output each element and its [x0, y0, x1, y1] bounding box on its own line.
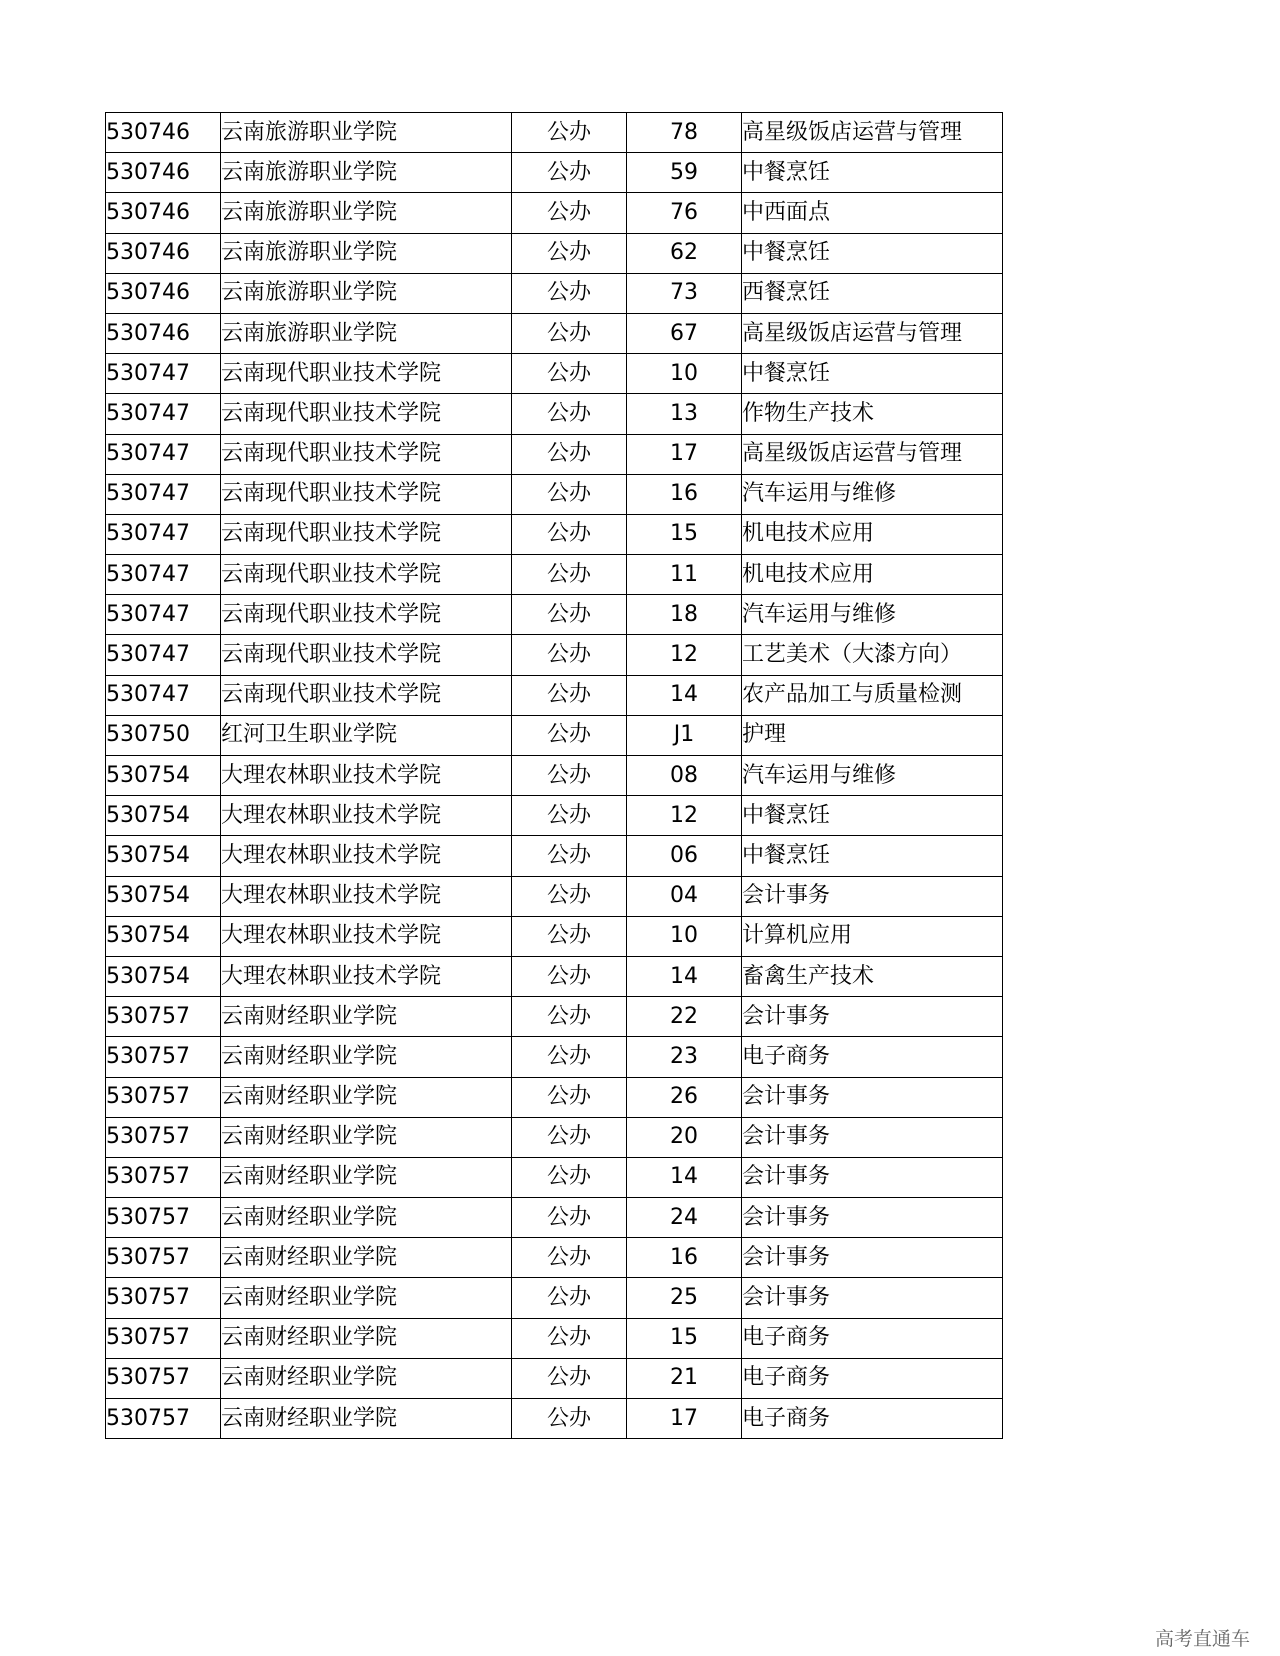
major-number-cell: 12	[627, 635, 742, 675]
major-name-cell: 护理	[742, 715, 1003, 755]
school-code-cell: 530746	[106, 313, 221, 353]
table-row	[106, 1278, 1003, 1318]
school-code-cell: 530747	[106, 474, 221, 514]
major-number-cell: 73	[627, 273, 742, 313]
school-name-cell: 云南现代职业技术学院	[221, 514, 512, 554]
school-name-cell: 红河卫生职业学院	[221, 715, 512, 755]
major-name-cell: 汽车运用与维修	[742, 756, 1003, 796]
major-number-cell: 10	[627, 354, 742, 394]
school-code-cell: 530757	[106, 1157, 221, 1197]
table-row	[106, 1037, 1003, 1077]
major-name-cell: 电子商务	[742, 1358, 1003, 1398]
school-type-cell: 公办	[512, 1157, 627, 1197]
major-number-cell: 04	[627, 876, 742, 916]
school-type-cell: 公办	[512, 273, 627, 313]
major-name-cell: 中餐烹饪	[742, 796, 1003, 836]
school-name-cell: 大理农林职业技术学院	[221, 796, 512, 836]
school-name-cell: 大理农林职业技术学院	[221, 756, 512, 796]
major-number-cell: 13	[627, 394, 742, 434]
major-number-cell: 24	[627, 1198, 742, 1238]
major-name-cell: 电子商务	[742, 1318, 1003, 1358]
major-name-cell: 计算机应用	[742, 916, 1003, 956]
major-name-cell: 汽车运用与维修	[742, 595, 1003, 635]
school-code-cell: 530754	[106, 796, 221, 836]
school-name-cell: 云南现代职业技术学院	[221, 394, 512, 434]
school-code-cell: 530747	[106, 555, 221, 595]
school-code-cell: 530757	[106, 1037, 221, 1077]
school-name-cell: 云南财经职业学院	[221, 997, 512, 1037]
major-number-cell: 76	[627, 193, 742, 233]
school-code-cell: 530747	[106, 434, 221, 474]
major-name-cell: 会计事务	[742, 1077, 1003, 1117]
school-name-cell: 大理农林职业技术学院	[221, 956, 512, 996]
major-name-cell: 机电技术应用	[742, 555, 1003, 595]
school-code-cell: 530757	[106, 1238, 221, 1278]
major-number-cell: 15	[627, 514, 742, 554]
school-name-cell: 云南旅游职业学院	[221, 313, 512, 353]
school-code-cell: 530754	[106, 836, 221, 876]
table-row	[106, 1399, 1003, 1439]
watermark-text: 高考直通车	[1154, 1628, 1250, 1650]
major-number-cell: 12	[627, 796, 742, 836]
school-code-cell: 530747	[106, 595, 221, 635]
school-type-cell: 公办	[512, 434, 627, 474]
table-row	[106, 876, 1003, 916]
school-code-cell: 530747	[106, 675, 221, 715]
school-code-cell: 530757	[106, 1358, 221, 1398]
major-name-cell: 工艺美术（大漆方向）	[742, 635, 1003, 675]
school-code-cell: 530746	[106, 193, 221, 233]
school-code-cell: 530747	[106, 354, 221, 394]
school-code-cell: 530754	[106, 916, 221, 956]
school-type-cell: 公办	[512, 1238, 627, 1278]
major-number-cell: 67	[627, 313, 742, 353]
table-row	[106, 1157, 1003, 1197]
school-name-cell: 云南财经职业学院	[221, 1318, 512, 1358]
table-row	[106, 1318, 1003, 1358]
major-name-cell: 中餐烹饪	[742, 354, 1003, 394]
school-type-cell: 公办	[512, 595, 627, 635]
school-name-cell: 云南现代职业技术学院	[221, 635, 512, 675]
school-name-cell: 云南旅游职业学院	[221, 193, 512, 233]
major-number-cell: 10	[627, 916, 742, 956]
school-name-cell: 云南财经职业学院	[221, 1278, 512, 1318]
school-type-cell: 公办	[512, 1198, 627, 1238]
school-code-cell: 530747	[106, 514, 221, 554]
major-number-cell: 21	[627, 1358, 742, 1398]
school-code-cell: 530757	[106, 1318, 221, 1358]
school-type-cell: 公办	[512, 635, 627, 675]
school-type-cell: 公办	[512, 394, 627, 434]
major-number-cell: 14	[627, 675, 742, 715]
school-type-cell: 公办	[512, 956, 627, 996]
school-type-cell: 公办	[512, 1358, 627, 1398]
school-name-cell: 云南财经职业学院	[221, 1077, 512, 1117]
table-row	[106, 796, 1003, 836]
major-number-cell: 14	[627, 1157, 742, 1197]
major-number-cell: 11	[627, 555, 742, 595]
enrollment-table	[105, 112, 1003, 1439]
school-type-cell: 公办	[512, 313, 627, 353]
table-row	[106, 1198, 1003, 1238]
major-number-cell: 17	[627, 1399, 742, 1439]
school-code-cell: 530750	[106, 715, 221, 755]
table-row	[106, 233, 1003, 273]
major-name-cell: 高星级饭店运营与管理	[742, 113, 1003, 153]
school-code-cell: 530757	[106, 1278, 221, 1318]
school-code-cell: 530747	[106, 394, 221, 434]
school-type-cell: 公办	[512, 1037, 627, 1077]
major-number-cell: 06	[627, 836, 742, 876]
school-name-cell: 云南财经职业学院	[221, 1358, 512, 1398]
table-row	[106, 635, 1003, 675]
table-row	[106, 1238, 1003, 1278]
table-row	[106, 715, 1003, 755]
table-row	[106, 1077, 1003, 1117]
table-row	[106, 394, 1003, 434]
major-number-cell: 14	[627, 956, 742, 996]
major-name-cell: 西餐烹饪	[742, 273, 1003, 313]
major-name-cell: 中西面点	[742, 193, 1003, 233]
major-name-cell: 会计事务	[742, 1157, 1003, 1197]
major-number-cell: 18	[627, 595, 742, 635]
major-number-cell: 16	[627, 474, 742, 514]
table-row	[106, 434, 1003, 474]
table-row	[106, 1358, 1003, 1398]
major-name-cell: 会计事务	[742, 1117, 1003, 1157]
major-name-cell: 高星级饭店运营与管理	[742, 313, 1003, 353]
major-name-cell: 会计事务	[742, 1278, 1003, 1318]
school-name-cell: 云南财经职业学院	[221, 1037, 512, 1077]
school-type-cell: 公办	[512, 193, 627, 233]
table-row	[106, 514, 1003, 554]
school-name-cell: 云南财经职业学院	[221, 1157, 512, 1197]
school-code-cell: 530757	[106, 1198, 221, 1238]
school-code-cell: 530757	[106, 1117, 221, 1157]
school-type-cell: 公办	[512, 474, 627, 514]
school-type-cell: 公办	[512, 1077, 627, 1117]
school-type-cell: 公办	[512, 233, 627, 273]
school-name-cell: 云南财经职业学院	[221, 1117, 512, 1157]
major-number-cell: 23	[627, 1037, 742, 1077]
school-name-cell: 云南现代职业技术学院	[221, 474, 512, 514]
school-type-cell: 公办	[512, 354, 627, 394]
school-type-cell: 公办	[512, 836, 627, 876]
table-row	[106, 555, 1003, 595]
school-type-cell: 公办	[512, 916, 627, 956]
major-name-cell: 电子商务	[742, 1399, 1003, 1439]
school-type-cell: 公办	[512, 756, 627, 796]
table-row	[106, 595, 1003, 635]
school-code-cell: 530754	[106, 876, 221, 916]
major-name-cell: 农产品加工与质量检测	[742, 675, 1003, 715]
school-name-cell: 云南旅游职业学院	[221, 153, 512, 193]
school-name-cell: 云南旅游职业学院	[221, 273, 512, 313]
school-code-cell: 530746	[106, 273, 221, 313]
major-name-cell: 作物生产技术	[742, 394, 1003, 434]
school-type-cell: 公办	[512, 876, 627, 916]
table-row	[106, 113, 1003, 153]
major-name-cell: 会计事务	[742, 1238, 1003, 1278]
major-name-cell: 机电技术应用	[742, 514, 1003, 554]
school-type-cell: 公办	[512, 1318, 627, 1358]
table-row	[106, 997, 1003, 1037]
major-number-cell: 20	[627, 1117, 742, 1157]
school-code-cell: 530757	[106, 997, 221, 1037]
school-name-cell: 云南旅游职业学院	[221, 113, 512, 153]
school-name-cell: 云南财经职业学院	[221, 1238, 512, 1278]
school-type-cell: 公办	[512, 715, 627, 755]
table-row	[106, 273, 1003, 313]
school-code-cell: 530746	[106, 153, 221, 193]
table-row	[106, 153, 1003, 193]
table-row	[106, 313, 1003, 353]
school-type-cell: 公办	[512, 113, 627, 153]
table-row	[106, 675, 1003, 715]
major-number-cell: 15	[627, 1318, 742, 1358]
major-name-cell: 汽车运用与维修	[742, 474, 1003, 514]
school-code-cell: 530754	[106, 956, 221, 996]
school-code-cell: 530746	[106, 233, 221, 273]
major-name-cell: 会计事务	[742, 1198, 1003, 1238]
school-name-cell: 云南财经职业学院	[221, 1198, 512, 1238]
school-type-cell: 公办	[512, 153, 627, 193]
major-name-cell: 中餐烹饪	[742, 233, 1003, 273]
major-number-cell: 22	[627, 997, 742, 1037]
school-type-cell: 公办	[512, 796, 627, 836]
table-row	[106, 956, 1003, 996]
school-type-cell: 公办	[512, 1117, 627, 1157]
major-number-cell: 26	[627, 1077, 742, 1117]
school-code-cell: 530746	[106, 113, 221, 153]
school-name-cell: 云南现代职业技术学院	[221, 434, 512, 474]
school-type-cell: 公办	[512, 997, 627, 1037]
table-row	[106, 474, 1003, 514]
major-number-cell: 08	[627, 756, 742, 796]
table-row	[106, 836, 1003, 876]
school-name-cell: 云南财经职业学院	[221, 1399, 512, 1439]
major-name-cell: 会计事务	[742, 876, 1003, 916]
major-number-cell: 78	[627, 113, 742, 153]
school-name-cell: 大理农林职业技术学院	[221, 876, 512, 916]
table-row	[106, 354, 1003, 394]
major-name-cell: 畜禽生产技术	[742, 956, 1003, 996]
school-type-cell: 公办	[512, 1399, 627, 1439]
major-name-cell: 中餐烹饪	[742, 836, 1003, 876]
major-number-cell: 16	[627, 1238, 742, 1278]
school-code-cell: 530757	[106, 1399, 221, 1439]
school-name-cell: 云南现代职业技术学院	[221, 675, 512, 715]
major-name-cell: 电子商务	[742, 1037, 1003, 1077]
school-name-cell: 大理农林职业技术学院	[221, 916, 512, 956]
table-row	[106, 916, 1003, 956]
school-type-cell: 公办	[512, 555, 627, 595]
school-type-cell: 公办	[512, 514, 627, 554]
school-name-cell: 大理农林职业技术学院	[221, 836, 512, 876]
school-name-cell: 云南旅游职业学院	[221, 233, 512, 273]
major-name-cell: 会计事务	[742, 997, 1003, 1037]
major-number-cell: 17	[627, 434, 742, 474]
major-name-cell: 中餐烹饪	[742, 153, 1003, 193]
school-name-cell: 云南现代职业技术学院	[221, 595, 512, 635]
major-name-cell: 高星级饭店运营与管理	[742, 434, 1003, 474]
school-type-cell: 公办	[512, 675, 627, 715]
table-row	[106, 756, 1003, 796]
major-number-cell: 59	[627, 153, 742, 193]
major-number-cell: J1	[627, 715, 742, 755]
school-code-cell: 530747	[106, 635, 221, 675]
school-code-cell: 530757	[106, 1077, 221, 1117]
school-name-cell: 云南现代职业技术学院	[221, 354, 512, 394]
table-body	[106, 113, 1003, 1439]
school-type-cell: 公办	[512, 1278, 627, 1318]
table-row	[106, 193, 1003, 233]
school-name-cell: 云南现代职业技术学院	[221, 555, 512, 595]
major-number-cell: 62	[627, 233, 742, 273]
school-code-cell: 530754	[106, 756, 221, 796]
major-number-cell: 25	[627, 1278, 742, 1318]
table-row	[106, 1117, 1003, 1157]
